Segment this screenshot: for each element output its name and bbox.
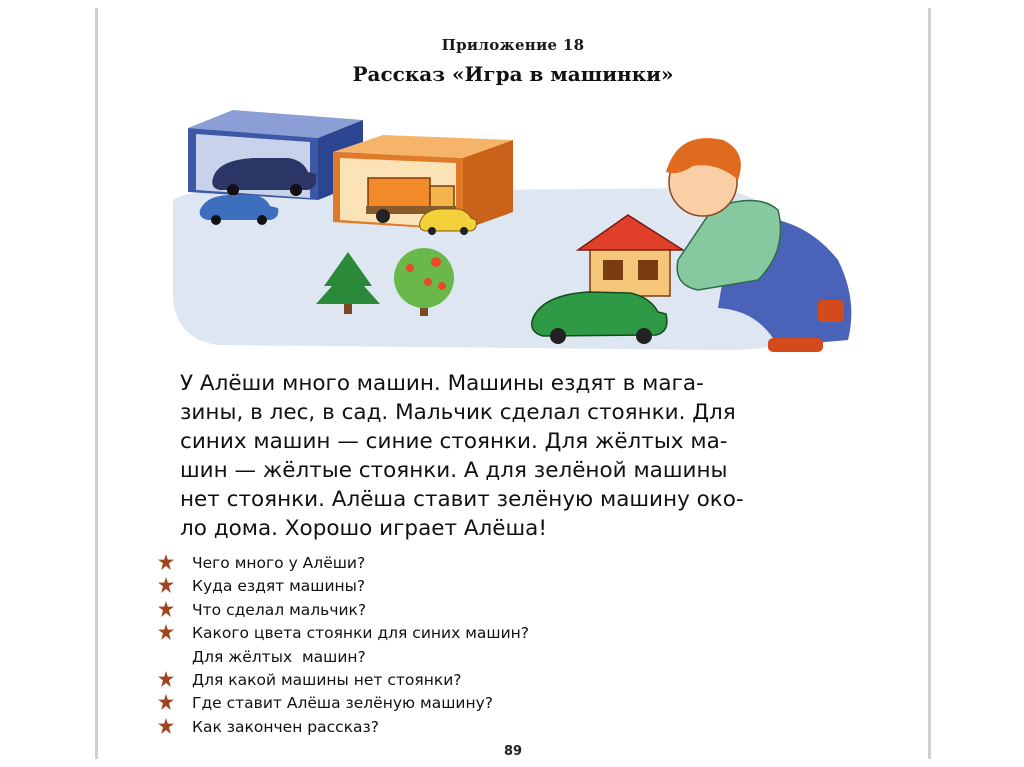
question-text: Где ставит Алёша зелёную машину? — [192, 694, 493, 713]
page-border-right — [928, 8, 931, 759]
appendix-label: Приложение 18 — [441, 36, 585, 54]
car-icon — [420, 209, 477, 235]
story-line: синих машин — синие стоянки. Для жёлтых ма- — [180, 429, 728, 454]
star-bullet-icon — [158, 554, 174, 570]
question-item — [152, 575, 872, 598]
star-bullet-icon — [158, 624, 174, 640]
page-number: 89 — [503, 744, 523, 759]
question-item — [152, 716, 872, 739]
question-item — [152, 692, 872, 715]
question-text: Для жёлтых машин? — [192, 647, 366, 666]
question-text: Какого цвета стоянки для синих машин? — [192, 624, 530, 643]
story-title: Рассказ «Игра в машинки» — [352, 62, 674, 86]
story-line: У Алёши много машин. Машины ездят в мага- — [180, 371, 704, 396]
question-item — [152, 669, 872, 692]
story-line: шин — жёлтые стоянки. А для зелёной машины — [180, 458, 728, 483]
star-bullet-icon — [158, 601, 174, 617]
green-car-icon — [532, 292, 667, 344]
questions-list — [152, 552, 872, 739]
question-text: Чего много у Алёши? — [192, 554, 366, 572]
question-item — [152, 599, 872, 622]
story-line: нет стоянки. Алёша ставит зелёную машину око- — [180, 487, 744, 512]
question-item — [152, 552, 872, 575]
star-bullet-icon — [158, 718, 174, 734]
question-text: Что сделал мальчик? — [192, 600, 367, 619]
question-item — [152, 622, 872, 669]
star-bullet-icon — [158, 577, 174, 593]
question-text: Как закончен рассказ? — [192, 717, 379, 736]
story-illustration — [158, 100, 858, 362]
story-line: зины, в лес, в сад. Мальчик сделал стоянки. Для — [180, 400, 736, 425]
document-page — [98, 0, 928, 767]
question-text: Куда ездят машины? — [192, 577, 366, 596]
story-line: ло дома. Хорошо играет Алёша! — [180, 516, 547, 541]
question-text: Для какой машины нет стоянки? — [192, 671, 462, 690]
star-bullet-icon — [158, 671, 174, 687]
star-bullet-icon — [158, 694, 174, 710]
story-text — [180, 369, 885, 543]
